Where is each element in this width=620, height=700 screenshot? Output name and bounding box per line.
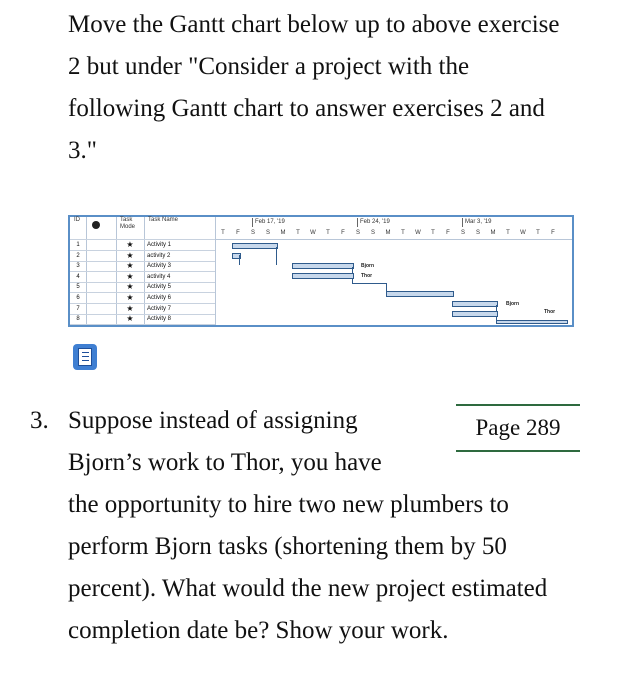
task-bar <box>452 311 498 317</box>
day-label: S <box>475 230 480 236</box>
day-label: S <box>250 230 255 236</box>
task-id: 1 <box>76 242 80 248</box>
day-label: F <box>446 230 450 236</box>
task-id: 6 <box>76 295 80 301</box>
task-name: activity 4 <box>147 273 171 280</box>
day-label: T <box>431 230 435 236</box>
task-name: Activity 8 <box>147 316 172 323</box>
pin-icon: ★ <box>126 250 134 260</box>
task-name: Activity 5 <box>147 284 172 291</box>
question-text-body: the opportunity to hire two new plumbers to perform Bjorn tasks (shortening them by 50 percent). What would the new project estimated completion date be? Show your work. <box>68 491 548 644</box>
task-name: Activity 7 <box>147 305 172 312</box>
day-label: F <box>236 230 240 236</box>
day-label: T <box>401 230 405 236</box>
pin-icon: ★ <box>126 303 134 313</box>
day-label: F <box>341 230 345 236</box>
day-label: M <box>490 230 496 236</box>
day-label: M <box>280 230 286 236</box>
resource-label: Thor <box>544 309 556 315</box>
task-bar <box>496 320 568 324</box>
task-id: 2 <box>76 252 80 259</box>
day-label: M <box>385 230 391 236</box>
header-id: ID <box>74 217 80 223</box>
task-row[interactable] <box>70 272 215 282</box>
day-label: S <box>370 230 375 236</box>
day-label: S <box>355 230 360 236</box>
pin-icon: ★ <box>126 293 134 302</box>
task-row[interactable] <box>70 314 215 324</box>
day-label: W <box>520 230 526 236</box>
task-bar <box>292 273 354 279</box>
task-row[interactable] <box>70 251 215 261</box>
gantt-timescale <box>216 217 572 240</box>
header-task-name: Task Name <box>148 217 179 223</box>
pin-icon: ★ <box>126 314 134 324</box>
task-row[interactable] <box>70 240 215 250</box>
day-label: T <box>326 230 330 236</box>
day-label: S <box>460 230 465 236</box>
task-bar <box>232 243 278 249</box>
info-icon <box>92 221 100 229</box>
header-task-mode: Task Mode <box>120 217 136 230</box>
day-label: W <box>415 230 421 236</box>
task-id: 3 <box>76 263 80 270</box>
question-number: 3. <box>30 407 49 434</box>
question-text-line-2: Bjorn’s work to Thor, you have <box>68 449 382 476</box>
pin-icon: ★ <box>126 240 134 249</box>
resource-label: Thor <box>361 273 373 279</box>
day-label: T <box>536 230 540 236</box>
task-bar <box>386 291 454 297</box>
task-row[interactable] <box>70 261 215 271</box>
task-name: Activity 1 <box>147 242 172 248</box>
task-name: Activity 6 <box>147 295 172 301</box>
resource-label: Bjorn <box>506 301 520 307</box>
pin-icon: ★ <box>126 282 134 292</box>
task-row[interactable] <box>70 293 215 303</box>
pin-icon: ★ <box>126 261 134 271</box>
question-text-line-1: Suppose instead of assigning <box>68 407 358 434</box>
day-label: W <box>310 230 316 236</box>
day-label: T <box>221 230 225 236</box>
week-label: Feb 24, '19 <box>360 219 390 225</box>
task-row[interactable] <box>70 282 215 292</box>
task-id: 8 <box>76 316 80 323</box>
pin-icon: ★ <box>126 271 134 281</box>
task-id: 5 <box>76 284 80 291</box>
instruction-text: Move the Gantt chart below up to above exercise 2 but under "Consider a project with the following Gantt chart to answer exercises 2 and 3." <box>68 11 560 164</box>
day-label: T <box>296 230 300 236</box>
task-name: activity 2 <box>147 252 171 259</box>
task-bar <box>292 263 354 269</box>
task-id: 4 <box>76 273 80 280</box>
week-label: Feb 17, '19 <box>255 219 285 225</box>
page-reference: Page 289 <box>456 404 580 452</box>
day-label: S <box>265 230 270 236</box>
day-label: T <box>506 230 510 236</box>
gantt-task-table <box>70 217 215 325</box>
task-row[interactable] <box>70 304 215 314</box>
task-bar <box>452 301 498 307</box>
task-name: Activity 3 <box>147 263 172 270</box>
gantt-chart <box>68 215 574 327</box>
resource-label: Bjorn <box>361 263 375 269</box>
gantt-timeline <box>216 217 572 325</box>
week-label: Mar 3, '19 <box>465 219 492 225</box>
note-document-icon[interactable] <box>73 344 97 370</box>
day-label: F <box>551 230 555 236</box>
task-id: 7 <box>76 305 80 312</box>
